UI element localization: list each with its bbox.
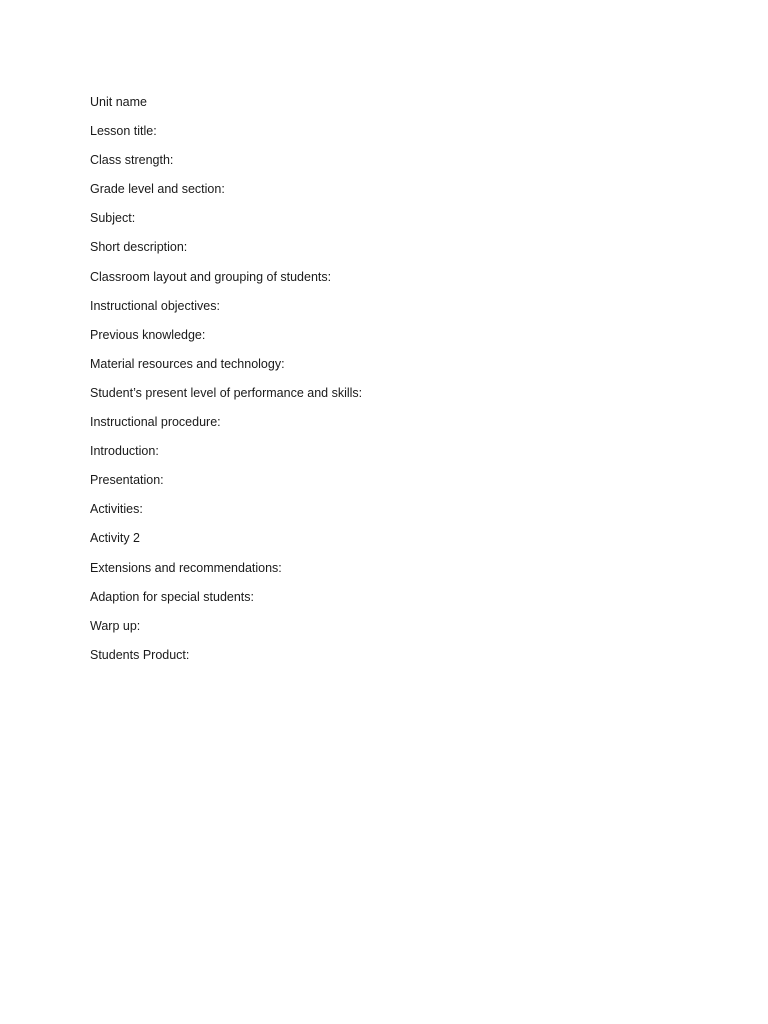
field-warp-up: Warp up: [90, 618, 141, 633]
field-lesson-title: Lesson title: [90, 124, 157, 139]
field-material-resources: Material resources and technology: [90, 356, 285, 371]
field-students-product: Students Product: [90, 647, 190, 662]
field-classroom-layout: Classroom layout and grouping of students: [90, 269, 332, 284]
field-student-performance-level: Student’s present level of performance and skills: [90, 385, 363, 400]
field-presentation: Presentation: [90, 473, 164, 488]
field-extensions-recommendations: Extensions and recommendations: [90, 560, 282, 575]
field-unit-name: Unit name [90, 95, 147, 109]
field-subject: Subject: [90, 211, 136, 226]
field-adaption-special-students: Adaption for special students: [90, 589, 254, 604]
field-activities: Activities: [90, 502, 143, 517]
field-instructional-objectives: Instructional objectives: [90, 298, 220, 313]
field-introduction: Introduction: [90, 444, 159, 459]
field-previous-knowledge: Previous knowledge: [90, 327, 206, 342]
field-instructional-procedure: Instructional procedure: [90, 415, 221, 430]
field-class-strength: Class strength: [90, 153, 174, 168]
field-short-description: Short description: [90, 240, 188, 255]
lesson-plan-field-list [90, 92, 362, 674]
field-grade-level-section: Grade level and section: [90, 182, 225, 197]
field-activity-2: Activity 2 [90, 531, 141, 546]
